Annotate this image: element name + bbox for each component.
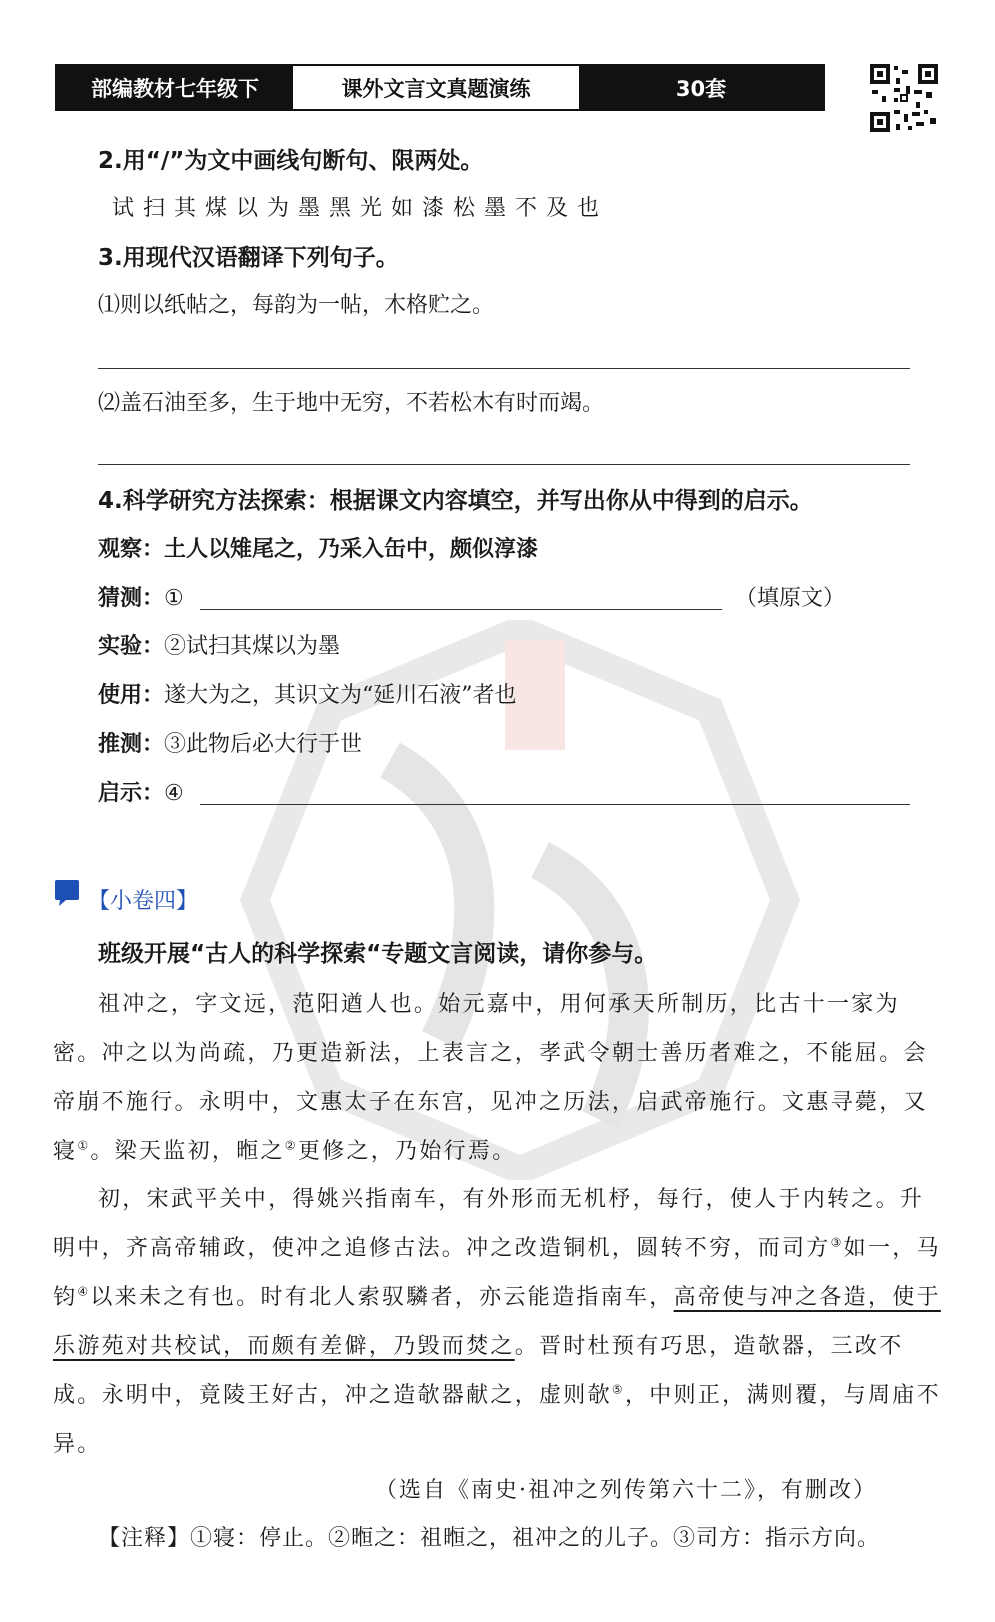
section-intro: 班级开展“古人的科学探索“专题文言阅读，请你参与。 (98, 941, 658, 967)
row-label: 观察： (98, 537, 165, 562)
q3-item-1: ⑴则以纸帖之，每韵为一帖，木格贮之。 (98, 293, 495, 318)
row-label: 猜测： (98, 586, 165, 611)
row-text: 土人以雉尾之，乃采入缶中，颇似淳漆 (164, 537, 539, 562)
q2-sentence: 试扫其煤以为墨黑光如漆松墨不及也 (112, 196, 609, 221)
q3-answer-line-2[interactable] (98, 464, 910, 465)
q4-row-infer (98, 730, 362, 760)
note-ref: ③ (830, 1235, 844, 1250)
q4-row-experiment (98, 632, 340, 662)
header-textbook: 部编教材七年级下 (57, 66, 293, 109)
q4-row-insight (98, 779, 184, 809)
note-ref: ① (77, 1138, 91, 1153)
passage-paragraph-1 (53, 980, 943, 1176)
passage-text: 初，宋武平关中，得姚兴指南车，有外形而无机杼，每行，使人于内转之。升明中，齐高帝辅政，使冲之追修古法。冲之改造铜机，圆转不穷，而司方 (53, 1187, 925, 1261)
row-text: ④ (164, 781, 184, 806)
row-label: 启示： (98, 781, 165, 806)
header-bar (55, 64, 825, 111)
passage-text: 。梁天监初，暅之 (90, 1139, 285, 1164)
row-label: 推测： (98, 732, 165, 757)
q4-insight-answer-line[interactable] (200, 804, 910, 805)
passage-source: （选自《南史·祖冲之列传第六十二》，有删改） (375, 1478, 877, 1503)
row-text: ③此物后必大行于世 (164, 732, 363, 757)
passage-text: ，中则正，满则覆，与周庙不异。 (53, 1383, 941, 1457)
q3-answer-line-1[interactable] (98, 368, 910, 369)
header-subject: 课外文言文真题演练 (293, 66, 579, 109)
passage-text: 如一，马钧 (53, 1236, 941, 1310)
row-text: 遂大为之，其识文为“延川石液”者也 (164, 683, 517, 708)
q3-title: 3.用现代汉语翻译下列句子。 (98, 245, 399, 271)
note-ref: ④ (77, 1284, 91, 1299)
q4-title: 4.科学研究方法探索：根据课文内容填空，并写出你从中得到的启示。 (98, 488, 813, 514)
row-label: 使用： (98, 683, 165, 708)
q4-row-observe (98, 535, 538, 565)
footnotes: 【注释】①寝：停止。②暅之：祖暅之，祖冲之的儿子。③司方：指示方向。 (98, 1526, 881, 1551)
q3-item-2: ⑵盖石油至多，生于地中无穷，不若松木有时而竭。 (98, 391, 605, 416)
row-label: 实验： (98, 634, 165, 659)
note-ref: ⑤ (611, 1382, 625, 1397)
note-icon (52, 878, 82, 908)
passage-text: 更修之，乃始行焉。 (297, 1139, 517, 1164)
row-text: ②试扫其煤以为墨 (164, 634, 341, 659)
row-text: ① (164, 586, 184, 611)
note-ref: ② (284, 1138, 298, 1153)
underlined-sentence: 高帝使与冲之各造，使于乐游苑对共校试，而颇有差僻，乃毁而焚之 (53, 1285, 941, 1359)
q4-guess-answer-line[interactable] (200, 609, 722, 610)
passage-text: 以来未之有也。时有北人索驭驎者，亦云能造指南车， (90, 1285, 674, 1310)
section-title: 【小卷四】 (88, 889, 199, 914)
q4-row-use (98, 681, 517, 711)
passage-paragraph-2 (53, 1175, 943, 1469)
q4-guess-suffix: （填原文） (735, 586, 846, 611)
passage-text: 。晋时杜预有巧思，造欹器，三改不成。永明中，竟陵王好古，冲之造欹器献之，虚则欹 (53, 1334, 904, 1408)
passage-text: 祖冲之，字文远，范阳遒人也。始元嘉中，用何承天所制历，比古十一家为密。冲之以为尚疏，乃更造新法，上表言之，孝武令朝士善历者难之，不能屈。会帝崩不施行。永明中，文惠太子在东宫，见冲之历法，启武帝施行。文惠寻薨，又寝 (53, 992, 928, 1164)
header-sets: 30套 (579, 66, 823, 109)
q2-title: 2.用“/”为文中画线句断句、限两处。 (98, 148, 484, 174)
q4-row-guess (98, 584, 184, 614)
qr-code-icon (868, 62, 940, 134)
